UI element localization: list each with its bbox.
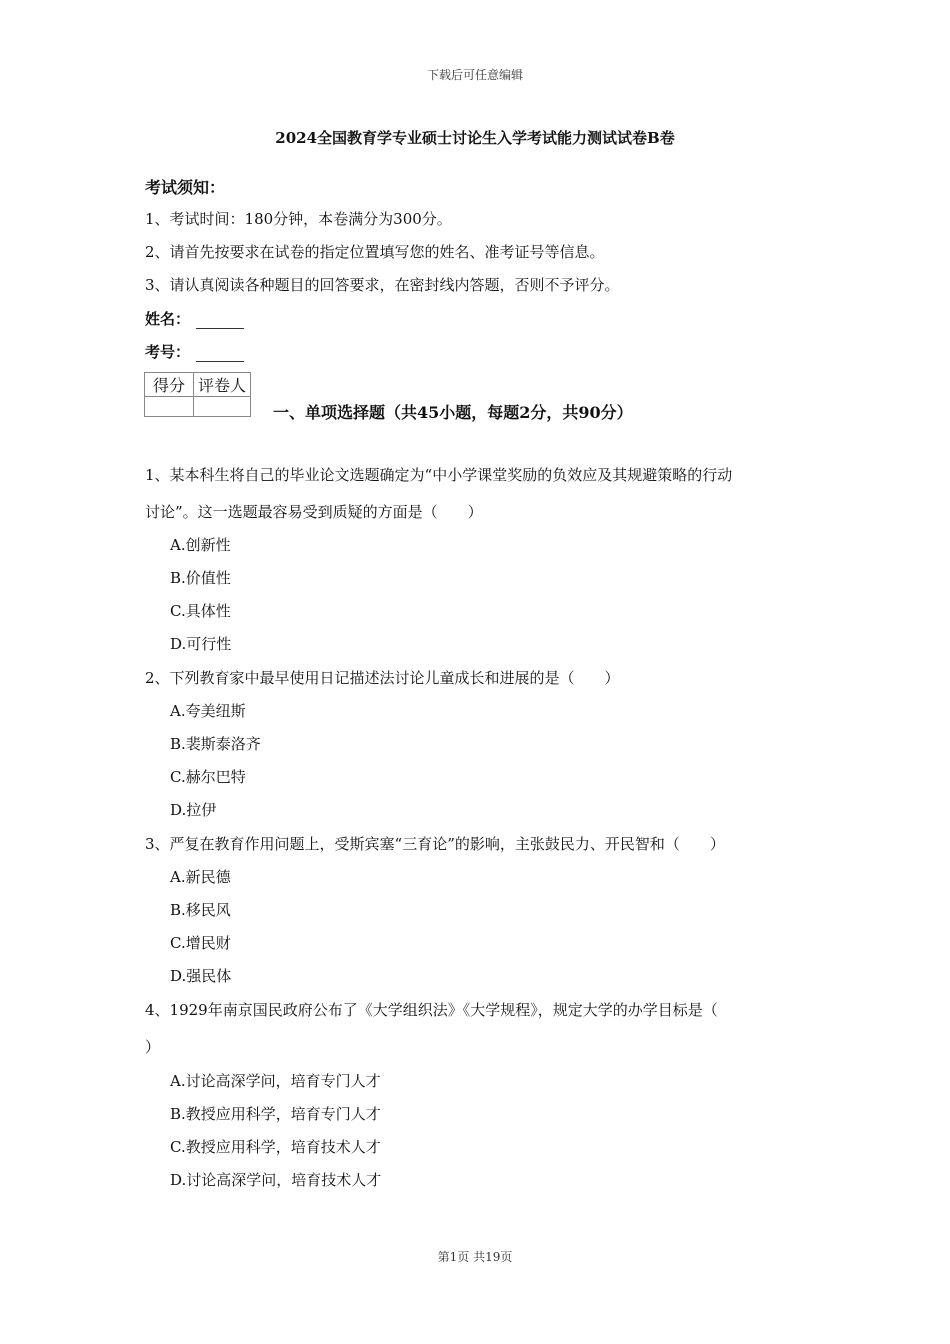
id-field — [145, 341, 244, 362]
notice-heading: 考试须知： — [145, 178, 226, 197]
id-label: 考号： — [145, 343, 191, 361]
option: C.增民财 — [170, 934, 231, 952]
option: C.具体性 — [170, 602, 231, 620]
notice-item: 2、请首先按要求在试卷的指定位置填写您的姓名、准考证号等信息。 — [145, 243, 605, 261]
option: D.讨论高深学问，培育技术人才 — [170, 1171, 382, 1189]
score-cell[interactable] — [145, 397, 194, 417]
section-title: 一、单项选择题（共45小题，每题2分，共90分） — [273, 403, 633, 422]
option: B.价值性 — [170, 569, 231, 587]
notice-item: 1、考试时间：180分钟，本卷满分为300分。 — [145, 210, 452, 228]
option: B.教授应用科学，培育专门人才 — [170, 1105, 381, 1123]
option: D.可行性 — [170, 635, 232, 653]
score-table — [144, 372, 251, 417]
score-header: 得分 — [145, 373, 194, 397]
option: A.新民德 — [170, 868, 231, 886]
document-title: 2024全国教育学专业硕士讨论生入学考试能力测试试卷B卷 — [275, 129, 675, 147]
id-blank[interactable] — [196, 347, 244, 362]
name-label: 姓名： — [145, 310, 191, 328]
notice-item: 3、请认真阅读各种题目的回答要求，在密封线内答题，否则不予评分。 — [145, 276, 620, 294]
option: B.裴斯泰洛齐 — [170, 735, 261, 753]
page-footer: 第1页 共19页 — [437, 1250, 513, 1264]
grader-header: 评卷人 — [194, 373, 251, 397]
option: A.夸美纽斯 — [170, 702, 246, 720]
option: A.讨论高深学问，培育专门人才 — [170, 1072, 381, 1090]
header-note: 下载后可任意编辑 — [426, 68, 523, 82]
option: D.强民体 — [170, 967, 232, 985]
option: A.创新性 — [170, 536, 231, 554]
question-stem: 4、1929年南京国民政府公布了《大学组织法》《大学规程》，规定大学的办学目标是（ — [145, 1001, 718, 1019]
option: B.移民风 — [170, 901, 231, 919]
option: C.赫尔巴特 — [170, 768, 246, 786]
question-stem: 讨论”。这一选题最容易受到质疑的方面是（ ） — [145, 503, 483, 521]
option: C.教授应用科学，培育技术人才 — [170, 1138, 381, 1156]
grader-cell[interactable] — [194, 397, 251, 417]
question-stem: 1、某本科生将自己的毕业论文选题确定为“中小学课堂奖励的负效应及其规避策略的行动 — [145, 466, 733, 484]
question-stem: ） — [145, 1038, 161, 1056]
question-stem: 2、下列教育家中最早使用日记描述法讨论儿童成长和进展的是（ ） — [145, 669, 620, 687]
question-stem: 3、严复在教育作用问题上，受斯宾塞“三育论”的影响，主张鼓民力、开民智和（ ） — [145, 835, 725, 853]
option: D.拉伊 — [170, 801, 217, 819]
name-field — [145, 308, 244, 329]
name-blank[interactable] — [196, 314, 244, 329]
